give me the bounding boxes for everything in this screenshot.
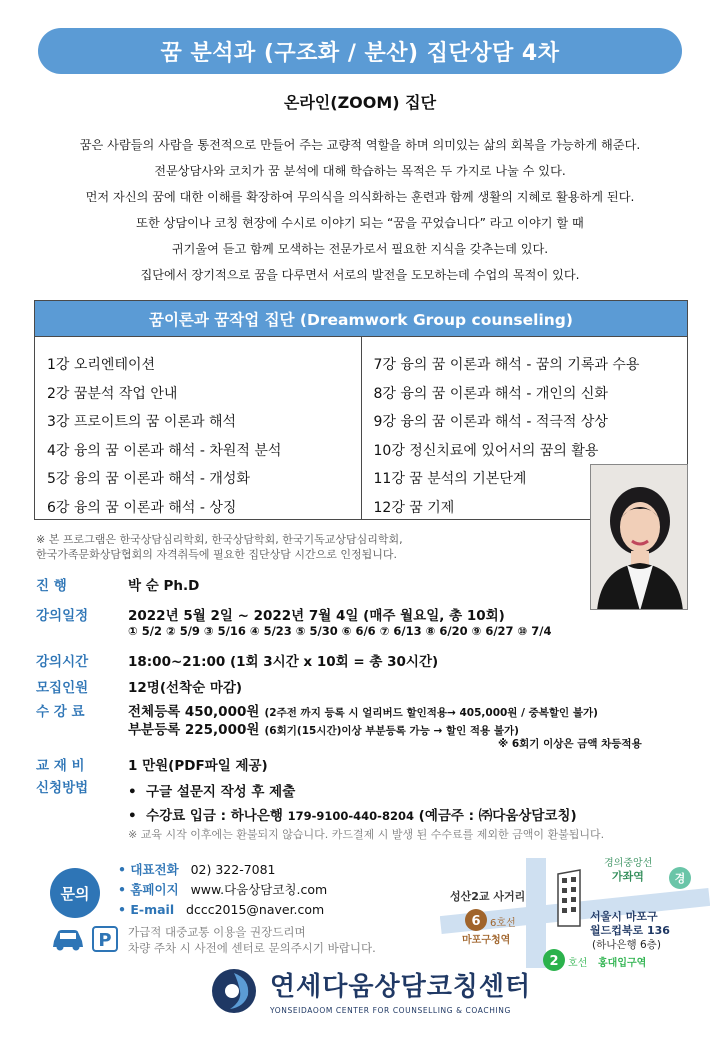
center-name: 연세다움상담코칭센터 [270,972,532,1002]
page-subtitle: 온라인(ZOOM) 집단 [283,93,437,112]
web-label: • 홈페이지 [118,882,179,897]
building-icon [558,870,580,926]
bank-account: 179-9100-440-8204 [287,809,414,823]
car-icon [50,927,86,951]
fee-full-note: (2주전 까지 등록 시 얼리버드 할인적용→ 405,000원 / 중복할인 불가) [264,707,598,719]
center-logo [210,966,531,1015]
recruit-label: 모집인원 [36,680,89,696]
curriculum-left-column [35,337,362,519]
fee-full: 전체등록 450,000원 [128,704,260,720]
curriculum-title: 꿈이론과 꿈작업 집단 (Dreamwork Group counseling) [35,301,687,337]
session-item: 5강 융의 꿈 이론과 해석 - 개성화 [47,471,250,488]
gyeongui-line-label: 경의중앙선 [604,858,653,869]
certification-note [36,532,403,562]
fee-extra-note: ※ 6회기 이상은 금액 차등적용 [498,738,642,750]
intro-line: 먼저 자신의 꿈에 대한 이해를 확장하여 무의식을 의식화하는 훈련과 함께 생활의 지혜로 활용하게 된다. [85,190,635,204]
intro-text [20,132,700,288]
session-item: 11강 꿈 분석의 기본단계 [373,471,527,488]
intro-line: 귀기울여 듣고 함께 모색하는 전문가로서 필요한 지식을 갖추는데 있다. [171,242,549,256]
time-value: 18:00~21:00 (1회 3시간 x 10회 = 총 30시간) [128,654,439,670]
parking-line: 차량 주차 시 사전에 센터로 문의주시기 바랍니다. [128,941,376,955]
phone-number[interactable]: 02) 322-7081 [190,862,276,877]
session-item: 2강 꿈분석 작업 안내 [47,385,178,402]
note-line: ※ 본 프로그램은 한국상담심리학회, 한국상담학회, 한국기독교상담심리학회, [36,533,403,546]
schedule-label: 강의일정 [36,608,89,624]
address-line-2: 월드컵북로 136 [590,924,670,937]
contact-badge: 문의 [50,868,100,918]
page-title: 꿈 분석과 (구조화 / 분산) 집단상담 4차 [38,28,682,74]
instructor-photo [590,464,688,610]
gyeongui-badge-text: 경 [674,872,686,885]
parking-note [128,924,376,956]
gajwa-station-label: 가좌역 [612,870,644,883]
recruit-value: 12명(선착순 마감) [128,680,243,696]
address-line-3: (하나은행 6층) [592,939,661,951]
session-item: 4강 융의 꿈 이론과 해석 - 차원적 분석 [47,442,282,459]
intro-line: 또한 상담이나 코칭 현장에 수시로 이야기 되는 “꿈을 꾸었습니다” 라고 이야기 할 때 [136,216,584,230]
line6-badge-text: 6 [471,914,481,929]
fee-label: 수 강 료 [36,704,85,720]
schedule-dates: ① 5/2 ② 5/9 ③ 5/16 ④ 5/23 ⑤ 5/30 ⑥ 6/6 ⑦ 6/13 ⑧ 6/20 ⑨ 6/27 ⑩ 7/4 [128,624,552,638]
email-label: • E-mail [118,902,175,917]
session-item: 6강 융의 꿈 이론과 해석 - 상징 [47,499,237,516]
website-link[interactable]: www.다움상담코칭.com [190,882,328,897]
note-line: 한국가족문화상담협회의 자격취득에 필요한 집단상담 시간으로 인정됩니다. [36,548,398,561]
refund-note: ※ 교육 시작 이후에는 환불되지 않습니다. 카드결제 시 발생 된 수수료를 제외한 금액이 환불됩니다. [128,828,605,841]
session-item: 3강 프로이트의 꿈 이론과 해석 [47,414,236,431]
book-label: 교 재 비 [36,758,85,774]
line6-station-label: 마포구청역 [462,935,511,946]
email-link[interactable]: dccc2015@naver.com [186,902,325,917]
line2-label: 호선 [568,958,588,969]
line6-label: 6호선 [490,918,516,929]
line2-station-label: 홍대입구역 [598,958,647,969]
session-item: 7강 융의 꿈 이론과 해석 - 꿈의 기록과 수용 [373,357,640,373]
book-value: 1 만원(PDF파일 제공) [128,758,268,774]
session-item: 1강 오리엔테이션 [47,357,156,373]
parking-icons [50,926,118,952]
intro-line: 전문상담사와 코치가 꿈 분석에 대해 학습하는 목적은 두 가지로 나눌 수 있다. [154,164,566,178]
schedule-value: 2022년 5월 2일 ~ 2022년 7월 4일 (매주 월요일, 총 10회) [128,608,505,624]
intro-line: 집단에서 장기적으로 꿈을 다루면서 서로의 발전을 도모하는데 수업의 목적이 있다. [140,268,580,282]
lead-value: 박 순 Ph.D [128,578,200,594]
lead-label: 진 행 [36,578,67,594]
fee-partial: 부분등록 225,000원 [128,722,260,738]
logo-emblem-icon [210,967,262,1015]
apply-step-1: • 구글 설문지 작성 후 제출 [128,784,296,800]
phone-label: • 대표전화 [118,862,179,877]
line2-badge-text: 2 [549,954,559,969]
location-map [440,850,710,980]
fee-partial-note: (6회기(15시간)이상 부분등록 가능 → 할인 적용 불가) [264,725,519,737]
session-item: 9강 융의 꿈 이론과 해석 - 적극적 상상 [373,414,608,431]
session-item: 10강 정신치료에 있어서의 꿈의 활용 [373,442,599,459]
apply-step-2: • 수강료 입금 : 하나은행 179-9100-440-8204 (예금주 : ㈜다움상담코칭) [128,808,577,824]
contact-list [118,860,327,920]
intersection-label: 성산2교 사거리 [450,890,526,903]
session-item: 8강 융의 꿈 이론과 해석 - 개인의 신화 [373,385,608,402]
intro-line: 꿈은 사람들의 사람을 통전적으로 만들어 주는 교량적 역할을 하며 의미있는 삶의 회복을 가능하게 해준다. [79,138,641,152]
parking-icon [92,926,118,952]
parking-line: 가급적 대중교통 이용을 권장드리며 [128,925,306,939]
center-english-name: YONSEIDAOOM CENTER FOR COUNSELLING & COACHING [270,1006,511,1015]
address-line-1: 서울시 마포구 [590,910,658,923]
svg-text:P: P [98,930,112,951]
time-label: 강의시간 [36,654,89,670]
session-item: 12강 꿈 기제 [373,499,455,516]
apply-label: 신청방법 [36,780,89,796]
